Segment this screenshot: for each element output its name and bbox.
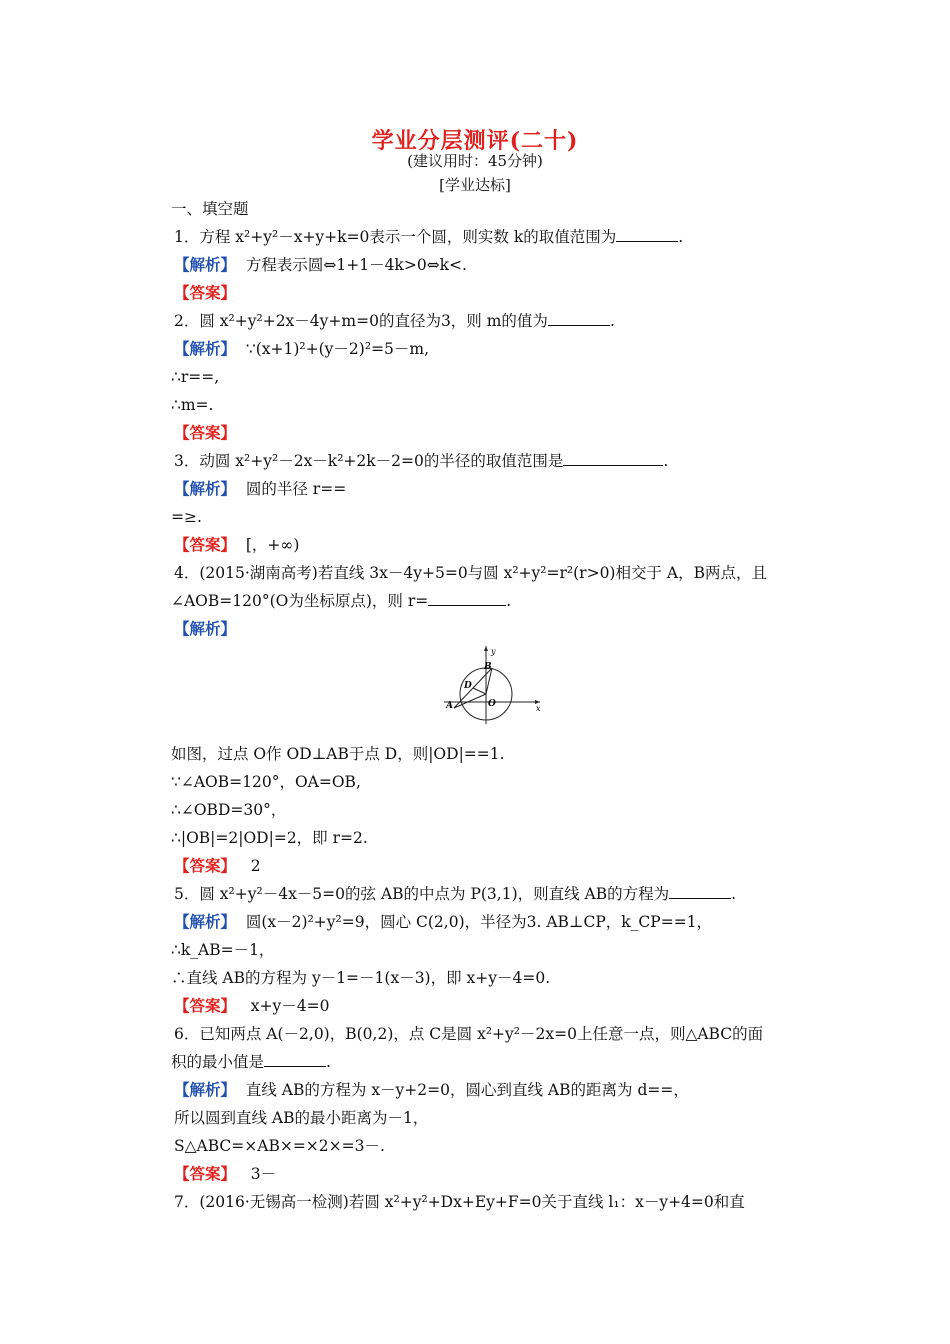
analysis-line: ∴k_AB=－1， (171, 941, 275, 959)
question-4-answer (174, 856, 261, 876)
answer-label: 【答案】 (174, 423, 237, 442)
time-suggestion: (建议用时：45分钟) (407, 152, 543, 170)
question-4-stem2: ∠AOB=120°(O为坐标原点)，则 r= (171, 592, 429, 610)
question-1-stem: 1．方程 x²+y²－x+y+k=0表示一个圆，则实数 k的取值范围为 (174, 228, 617, 246)
analysis-text: ∵(x+1)²+(y－2)²=5－m, (245, 340, 430, 358)
question-3-stem: 3．动圆 x²+y²－2x－k²+2k－2=0的半径的取值范围是 (174, 452, 564, 470)
question-6-answer (174, 1164, 276, 1184)
question-4-cont: ∠AOB=120°(O为坐标原点)，则 r= . (171, 592, 512, 610)
question-1-answer (174, 283, 246, 303)
question-3-answer (174, 535, 299, 555)
question-6-stem2: 积的最小值是 (171, 1053, 265, 1071)
answer-label: 【答案】 (174, 535, 237, 554)
question-5-analysis (174, 912, 712, 932)
answer-blank (669, 884, 731, 899)
segment-od (473, 688, 486, 694)
segment-oa (454, 694, 486, 708)
analysis-line: S△ABC=×AB×=×2×=3－. (174, 1137, 385, 1155)
answer-blank (563, 451, 663, 466)
answer-text: 3－ (250, 1165, 277, 1183)
question-4 (174, 563, 767, 583)
answer-label: 【答案】 (174, 996, 237, 1015)
y-axis-arrow (484, 646, 488, 651)
question-6-analysis (174, 1080, 689, 1100)
label-y: y (491, 647, 496, 656)
analysis-label: 【解析】 (174, 619, 237, 638)
label-a: A (446, 701, 453, 711)
question-6-cont: 积的最小值是 . (171, 1053, 331, 1071)
question-4-stem: 4．(2015·湖南高考)若直线 3x－4y+5=0与圆 x²+y²=r²(r>0)相交于 A，B两点，且 (174, 564, 767, 582)
answer-blank (264, 1052, 326, 1067)
analysis-label: 【解析】 (174, 479, 237, 498)
question-2: 2．圆 x²+y²+2x－4y+m=0的直径为3，则 m的值为 . (174, 312, 615, 330)
analysis-text: 圆的半径 r== (245, 480, 347, 498)
part-heading: 一、填空题 (171, 200, 249, 218)
question-5-answer (174, 996, 330, 1016)
question-3: 3．动圆 x²+y²－2x－k²+2k－2=0的半径的取值范围是 . (174, 452, 669, 470)
question-1-analysis (174, 255, 467, 275)
answer-text: 2 (250, 857, 261, 875)
answer-blank (428, 591, 506, 606)
analysis-label: 【解析】 (174, 339, 237, 358)
analysis-label: 【解析】 (174, 1080, 237, 1099)
analysis-label: 【解析】 (174, 255, 237, 274)
question-7-stem: 7．(2016·无锡高一检测)若圆 x²+y²+Dx+Ey+F=0关于直线 l₁：x－y+4=0和直 (174, 1193, 745, 1211)
question-7 (174, 1192, 745, 1212)
analysis-line: ∴∠OBD=30°， (171, 801, 287, 819)
analysis-line: ∴直线 AB的方程为 y－1=－1(x－3)，即 x+y－4=0. (171, 969, 551, 987)
answer-text: x+y－4=0 (250, 997, 330, 1015)
analysis-line: =≥. (171, 508, 202, 526)
analysis-text: 直线 AB的方程为 x－y+2=0，圆心到直线 AB的距离为 d==， (245, 1081, 689, 1099)
analysis-text: 方程表示圆⇔1+1－4k>0⇔k<. (245, 256, 467, 274)
analysis-text: 圆(x－2)²+y²=9，圆心 C(2,0)，半径为3. AB⊥CP，k_CP==1， (245, 913, 713, 931)
question-5: 5．圆 x²+y²－4x－5=0的弦 AB的中点为 P(3,1)，则直线 AB的方程为 . (174, 885, 737, 903)
circle-figure (444, 644, 544, 726)
analysis-label: 【解析】 (174, 912, 237, 931)
question-4-analysis (174, 619, 236, 639)
question-5-stem: 5．圆 x²+y²－4x－5=0的弦 AB的中点为 P(3,1)，则直线 AB的方程为 (174, 885, 670, 903)
answer-blank (548, 311, 610, 326)
analysis-line: ∴m=. (171, 396, 214, 414)
question-2-stem: 2．圆 x²+y²+2x－4y+m=0的直径为3，则 m的值为 (174, 312, 548, 330)
analysis-line: ∴|OB|=2|OD|=2，即 r=2. (171, 829, 368, 847)
question-3-analysis (174, 479, 346, 499)
analysis-line: 所以圆到直线 AB的最小距离为－1， (174, 1109, 429, 1127)
analysis-line: 如图，过点 O作 OD⊥AB于点 D，则|OD|==1. (171, 745, 505, 763)
answer-label: 【答案】 (174, 1164, 237, 1183)
analysis-line: ∵∠AOB=120°，OA=OB, (171, 773, 361, 791)
analysis-line: ∴r==, (171, 368, 220, 386)
page-title: 学业分层测评(二十) (371, 128, 579, 154)
answer-label: 【答案】 (174, 283, 237, 302)
answer-blank (616, 227, 678, 242)
label-d: D (464, 681, 472, 691)
question-6 (174, 1024, 763, 1044)
answer-text: [，+∞) (245, 536, 300, 554)
question-6-stem: 6．已知两点 A(－2,0)，B(0,2)，点 C是圆 x²+y²－2x=0上任意一点，则△ABC的面 (174, 1025, 764, 1043)
question-1: 1．方程 x²+y²－x+y+k=0表示一个圆，则实数 k的取值范围为 . (174, 228, 684, 246)
label-b: B (484, 662, 492, 672)
answer-label: 【答案】 (174, 856, 237, 875)
question-2-answer (174, 423, 246, 443)
label-o: O (488, 699, 496, 709)
label-x: x (536, 704, 541, 713)
section-heading: [学业达标] (439, 176, 511, 194)
question-2-analysis (174, 339, 429, 359)
